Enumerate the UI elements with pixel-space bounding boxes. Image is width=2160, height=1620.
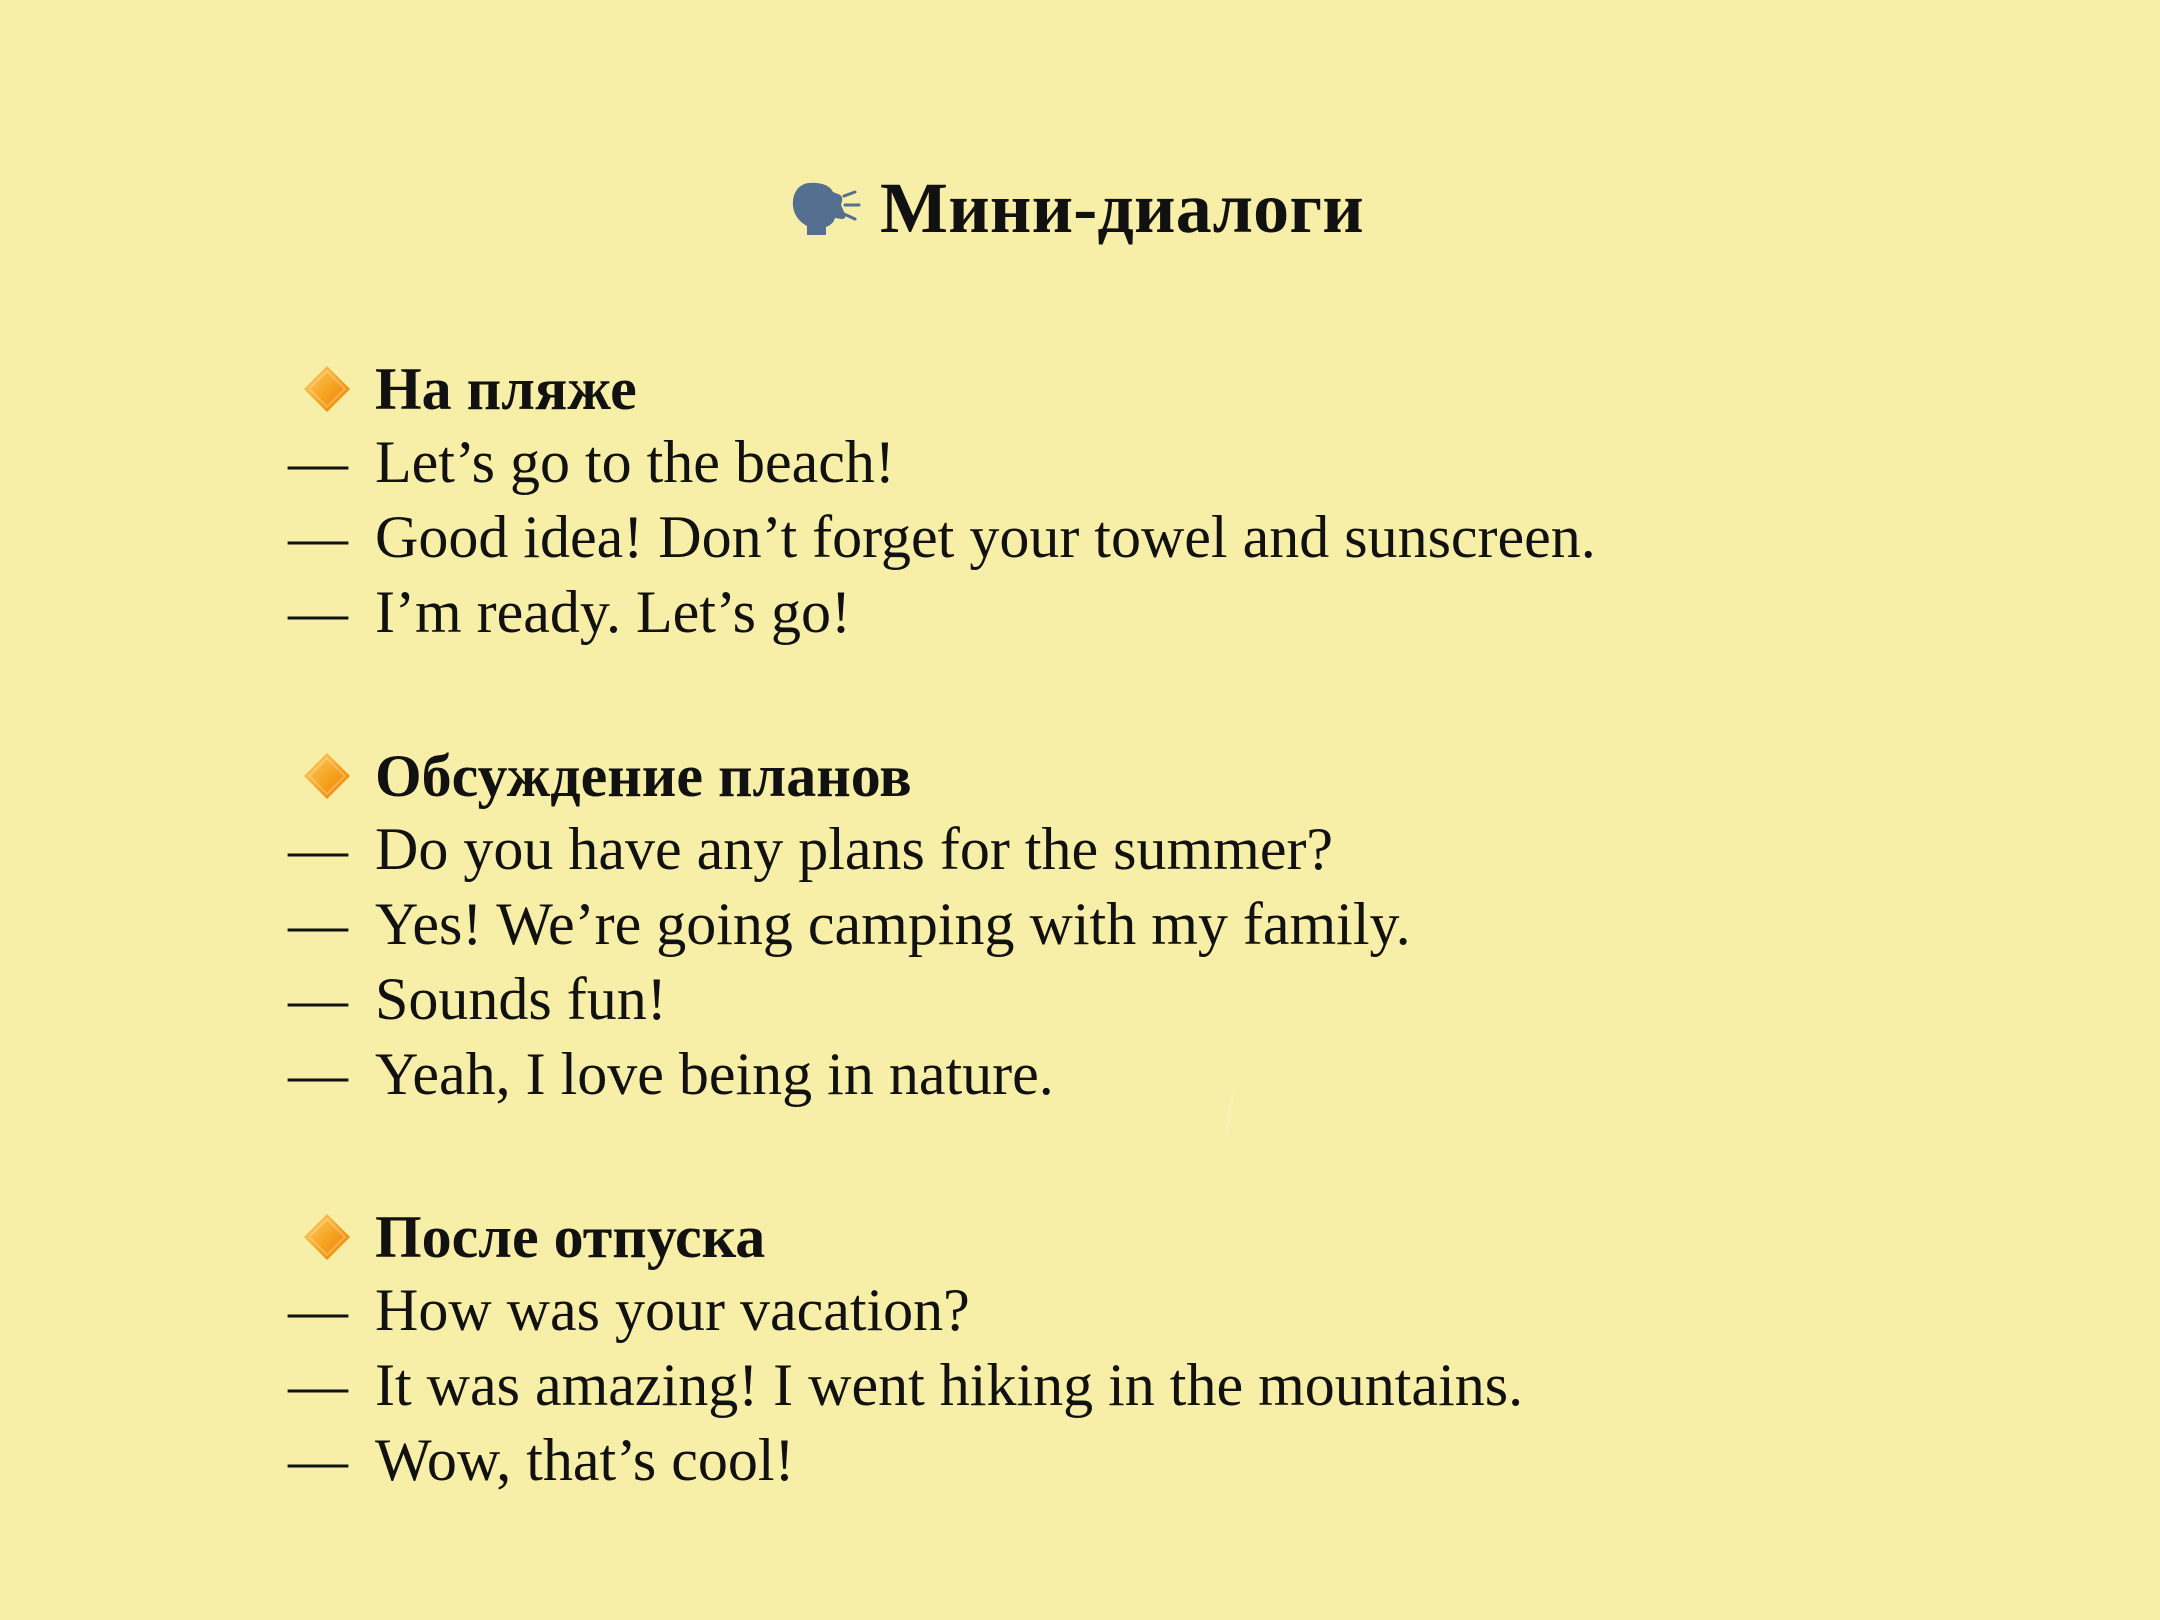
dialogue-line (288, 1037, 2038, 1112)
section-title: Обсуждение планов (375, 743, 912, 809)
dialogue-text: Yeah, I love being in nature. (375, 1041, 1054, 1107)
page-title (788, 168, 1364, 248)
dialogue-dash: — (288, 966, 348, 1032)
dialogue-dash: — (288, 1277, 348, 1343)
dialogue-line (288, 425, 2038, 500)
speaking-head-icon (788, 177, 862, 239)
dialogue-line (288, 1348, 2038, 1423)
dialogue-line (288, 500, 2038, 575)
dialogue-dash: — (288, 1041, 348, 1107)
dialogue-section-beach (288, 353, 2038, 650)
dialogue-line (288, 1423, 2038, 1498)
dialogue-section-plans (288, 740, 2038, 1112)
section-title: На пляже (375, 356, 637, 422)
dialogue-dash: — (288, 504, 348, 570)
dialogue-line (288, 1273, 2038, 1348)
dialogue-text: I’m ready. Let’s go! (375, 579, 851, 645)
section-heading (288, 353, 2038, 425)
dialogue-dash: — (288, 579, 348, 645)
section-title: После отпуска (375, 1204, 766, 1270)
dialogue-text: Yes! We’re going camping with my family. (375, 891, 1411, 957)
dialogue-line (288, 962, 2038, 1037)
dialogue-text: Let’s go to the beach! (375, 429, 895, 495)
dialogue-text: Wow, that’s cool! (375, 1427, 795, 1493)
dialogue-dash: — (288, 891, 348, 957)
dialogue-dash: — (288, 816, 348, 882)
dialogue-dash: — (288, 1352, 348, 1418)
dialogue-text: How was your vacation? (375, 1277, 970, 1343)
page-title-text: Мини-диалоги (880, 168, 1364, 248)
section-heading (288, 740, 2038, 812)
dialogue-line (288, 887, 2038, 962)
dialogue-text: It was amazing! I went hiking in the mountains. (375, 1352, 1524, 1418)
orange-diamond-icon (301, 363, 353, 415)
dialogue-line (288, 575, 2038, 650)
title-row (0, 158, 2160, 258)
orange-diamond-icon (301, 1211, 353, 1263)
dialogue-text: Sounds fun! (375, 966, 667, 1032)
dialogue-text: Good idea! Don’t forget your towel and sunscreen. (375, 504, 1596, 570)
dialogue-section-after-vacation (288, 1201, 2038, 1498)
dialogue-text: Do you have any plans for the summer? (375, 816, 1334, 882)
orange-diamond-icon (301, 750, 353, 802)
section-heading (288, 1201, 2038, 1273)
dialogue-dash: — (288, 429, 348, 495)
dialogue-dash: — (288, 1427, 348, 1493)
dialogue-line (288, 812, 2038, 887)
